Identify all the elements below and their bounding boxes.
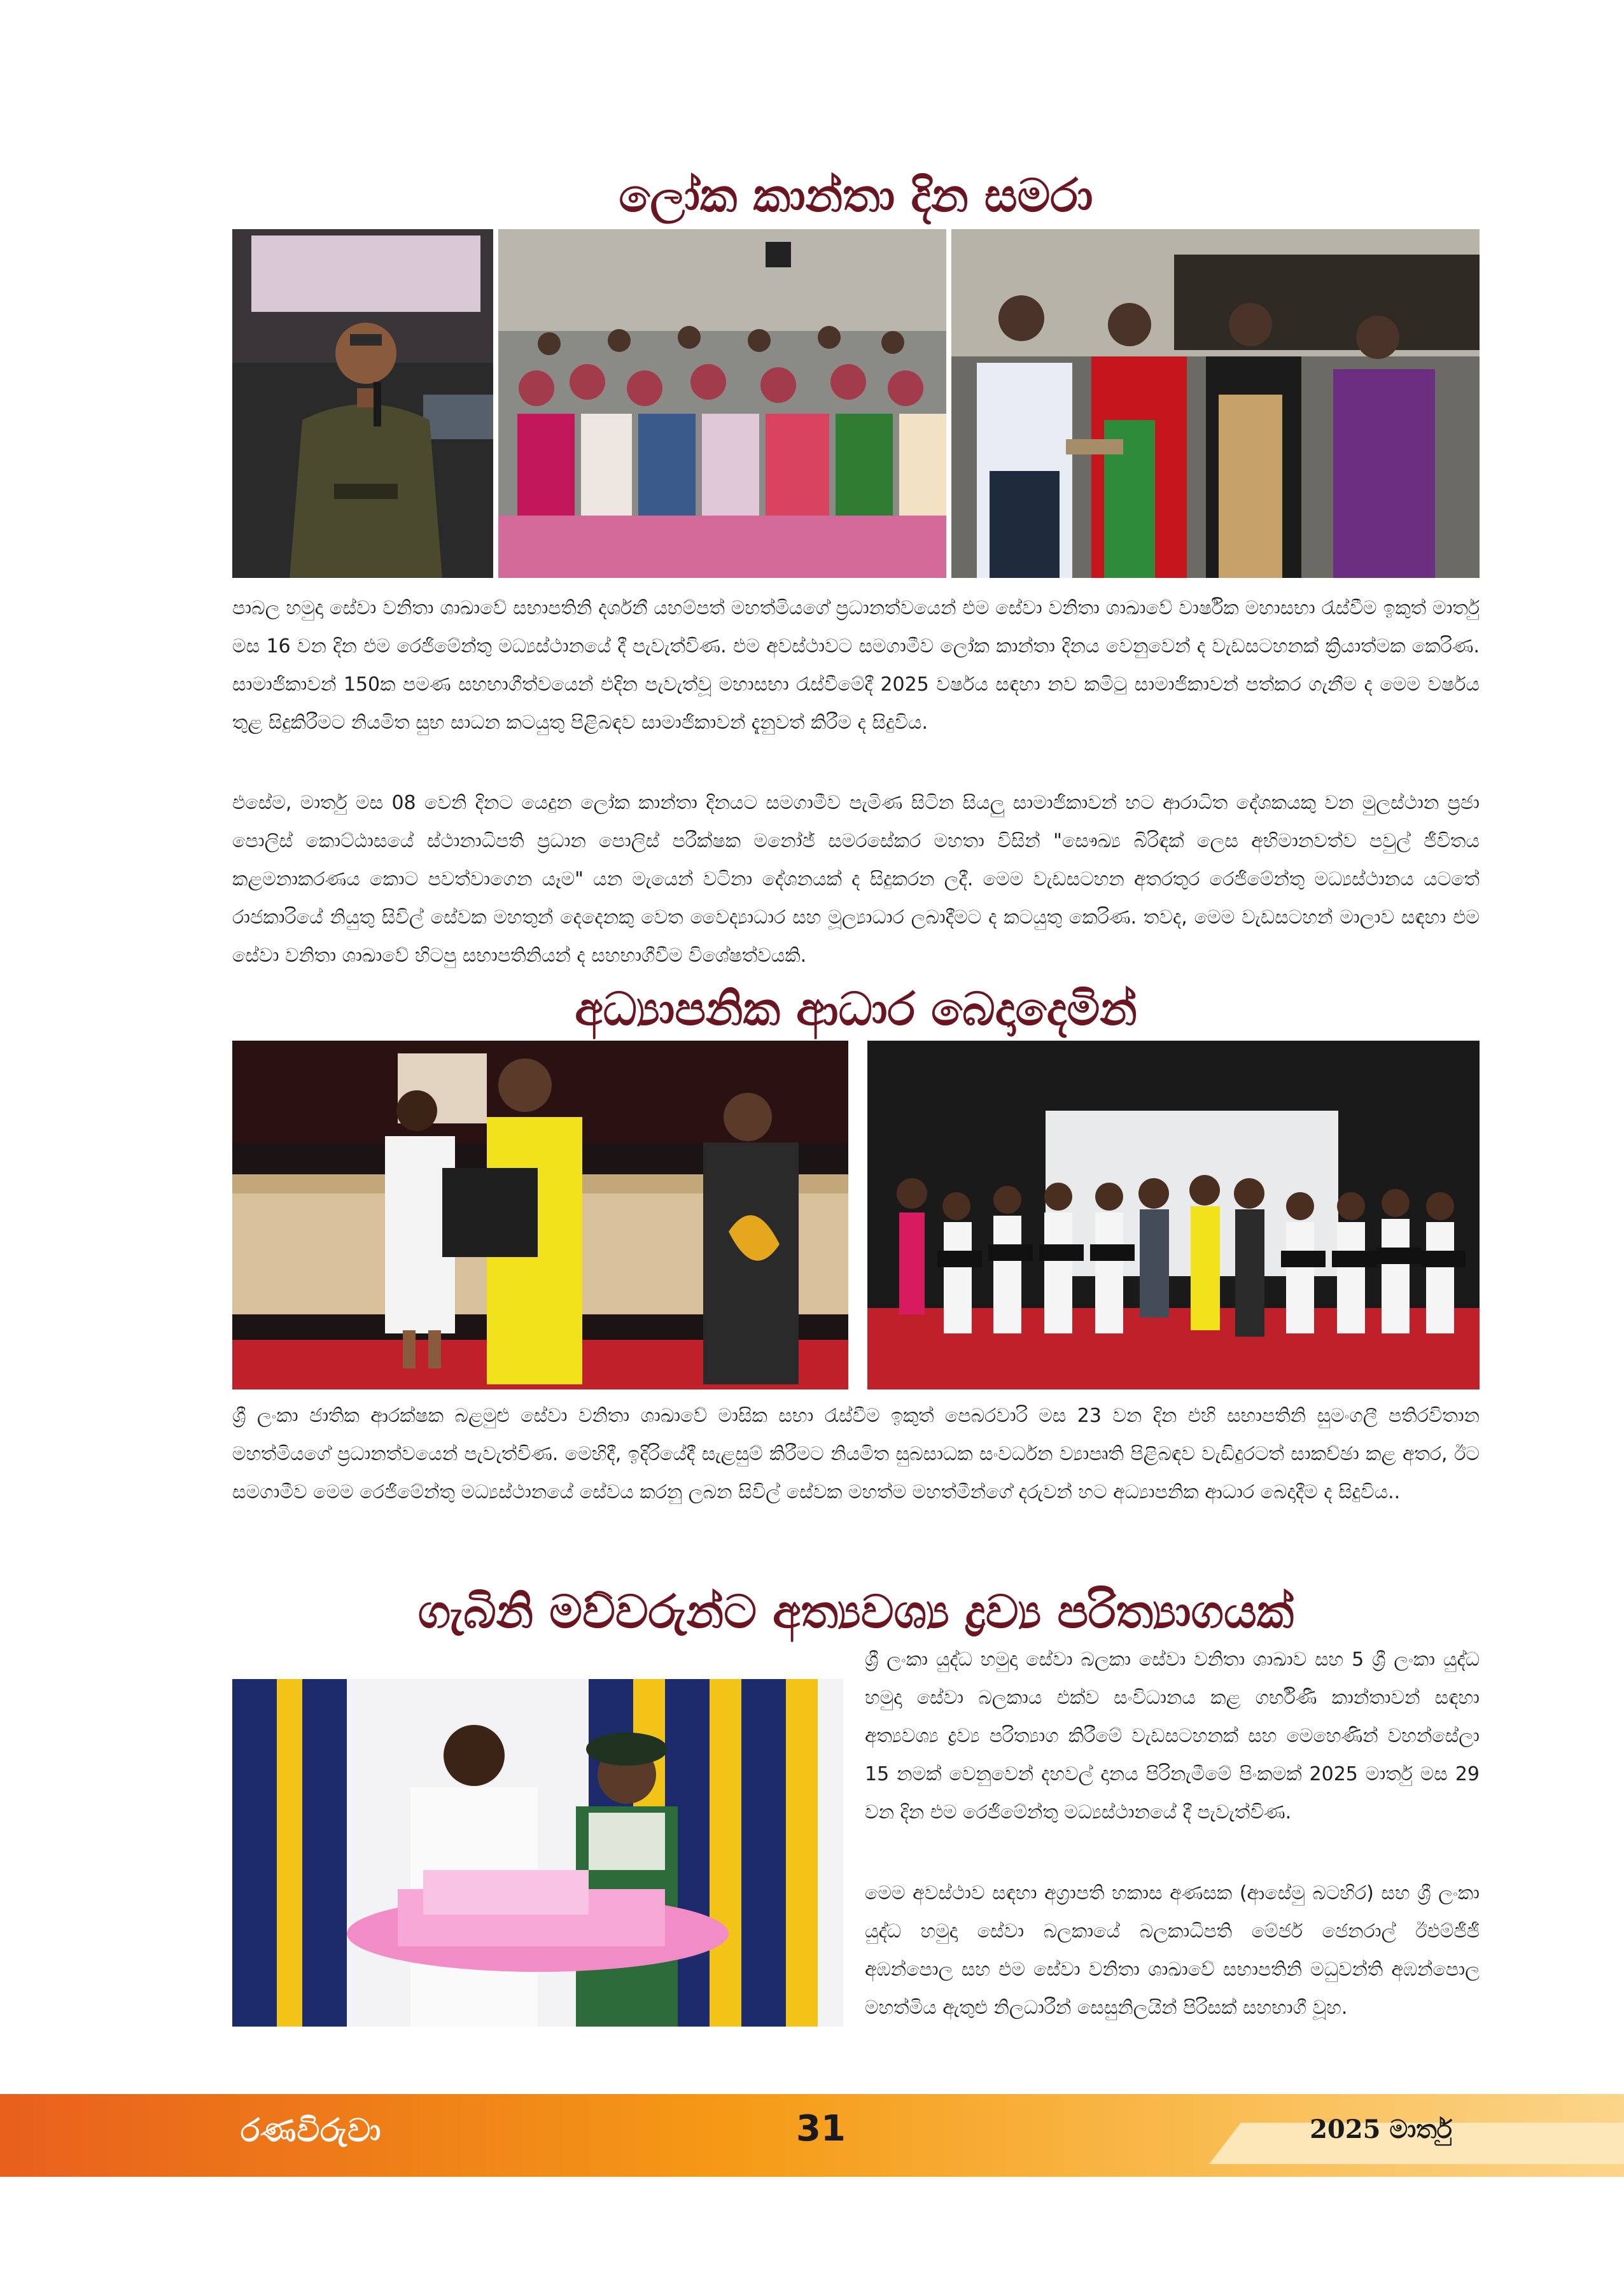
paragraph-mothers-1: ශ්‍රී ලංකා යුද්ධ හමුදා සේවා බලකා සේවා වනිතා ශාඛාව සහ 5 ශ්‍රී ලංකා යුද්ධ හමුදා සේවා බලකාය එක්ව සංවිධානය කළ ගර්භිණී කාන්තාවන් සඳහා අත්‍යවශ්‍ය ද්‍රව්‍ය පරිත්‍යාග කිරීමේ වැඩසටහනක් සහ මෙහෙණින් වහන්සේලා 15 නමක් වෙනුවෙන් දහවල් දානය පිරිනැමීමේ පිංකමක් 2025 මාර්තු මස 29 වන දින එම රෙජිමේන්තු මධ්‍යස්ථානයේ දී පැවැත්විණ. [865, 1649, 1480, 1824]
photo-officer-speaking [232, 229, 493, 578]
photo-audience-seated [498, 229, 946, 578]
photo-donation-baby-items [232, 1679, 843, 2027]
paragraph-women-day-2: එසේම, මාර්තු මස 08 වෙනි දිනට යෙදුන ලෝක කාන්තා දිනයට සමගාමීව පැමිණ සිටින සියලු සාමාජිකාවන් හට ආරාධිත දේශකයකු වන මුලස්ථාන ප්‍රජා පොලිස් කොට්ඨාසයේ ස්ථානාධිපති ප්‍රධාන පොලිස් පරීක්ෂක මනෝජ් සමරසේකර මහතා විසින් "සෞඛ්‍ය බිරිඳක් ලෙස අභිමානවත්ව පවුල් ජීවිතය කළමනාකරණය කොට පවත්වාගෙන යෑම" යන මැයෙන් වටිනා දේශනයක් ද සිදුකරන ලදී. මෙම වැඩසටහන අතරතුර රෙජිමේන්තු මධ්‍යස්ථානය යටතේ රාජකාරියේ නියුතු සිවිල් සේවක මහතුන් දෙදෙනකු වෙත වෛද්‍යාධාර සහ මූල්‍යාධාර ලබාදීමට ද කටයුතු කෙරිණ. තවද, මෙම වැඩසටහන් මාලාව සඳහා එම සේවා වනිතා ශාඛාවේ හිටපු සභාපතිනියන් ද සහභාගීවීම විශේෂත්වයකි. [232, 792, 1480, 967]
section-title-women-day: ලෝක කාන්තා දින සමරා [619, 168, 1093, 222]
page-number: 31 [796, 2108, 846, 2149]
issue-date: 2025 මාර්තු [1310, 2114, 1452, 2144]
magazine-brand: රණවිරුවා [241, 2112, 382, 2149]
section-title-mothers: ගැබිනි මව්වරුන්ට අත්‍යවශ්‍ය ද්‍රව්‍ය පරිත්‍යාගයක් [417, 1584, 1294, 1638]
paragraph-education-1: ශ්‍රී ලංකා ජාතික ආරක්ෂක බළමුළු සේවා වනිතා ශාඛාවේ මාසික සභා රැස්වීම ඉකුත් පෙබරවාරි මස 23 වන දින එහි සභාපතිනි සුමංගලී පතිරවිතාන මහත්මියගේ ප්‍රධානත්වයෙන් පැවැත්විණ. මෙහිදී, ඉදිරියේදී සැළසුම් කිරීමට නියමිත සුබසාධක සංවර්ධන ව්‍යාපෘති පිළිබඳව වැඩිදුරටත් සාකච්ඡා කළ අතර, ඊට සමගාමීව මෙම රෙජිමේන්තු මධ්‍යස්ථානයේ සේවය කරනු ලබන සිවිල් සේවක මහත්ම මහත්මීන්ගේ දරුවන් හට අධ්‍යාපනික ආධාර බෙදාදීම ද සිදුවිය.. [232, 1405, 1480, 1503]
paragraph-mothers-2: මෙම අවස්ථාව සඳහා අග්‍රාපති හකාස අණසක (ආසේමු බටහිර) සහ ශ්‍රී ලංකා යුද්ධ හමුදා සේවා බලකායේ බලකාධිපති මේජර් ජෙනරාල් ඊඑම්ජීජී අඹන්පොල සහ එම සේවා වනිතා ශාඛාවේ සභාපතිනි මධුවන්ති අඹන්පොල මහත්මිය ඇතුළු නිලධාරීන් සෙසුනිලයින් පිරිසක් සහභාගී වූහ. [865, 1882, 1480, 2019]
paragraph-women-day-1: පාබල හමුදා සේවා වනිතා ශාඛාවේ සභාපතිනි දර්ශනී යහම්පත් මහත්මියගේ ප්‍රධානත්වයෙන් එම සේවා වනිතා ශාඛාවේ වාර්ෂික මහාසභා රැස්වීම ඉකුත් මාර්තු මස 16 වන දින එම රෙජිමේන්තු මධ්‍යස්ථානයේ දී පැවැත්විණ. එම අවස්ථාවට සමගාමීව ලෝක කාන්තා දිනය වෙනුවෙන් ද වැඩසටහනක් ක්‍රියාත්මක කෙරිණ. සාමාජිකාවන් 150ක පමණ සහභාගීත්වයෙන් එදින පැවැත්වූ මහාසභා රැස්වීමේදී 2025 වර්ෂය සඳහා නව කමිටු සාමාජිකාවන් පත්කර ගැනීම ද මෙම වර්ෂය තුළ සිදුකිරීමට නියමිත සුභ සාධන කටයුතු පිළිබඳව සාමාජිකාවන් දැනුවත් කිරීම ද සිදුවිය. [232, 597, 1480, 734]
photo-presentation-gift [951, 229, 1480, 578]
photo-school-bag-handover [232, 1041, 848, 1389]
photo-students-group [867, 1041, 1480, 1389]
section-title-education: අධ්‍යාපනික ආධාර බෙදාදෙමින් [575, 981, 1137, 1036]
